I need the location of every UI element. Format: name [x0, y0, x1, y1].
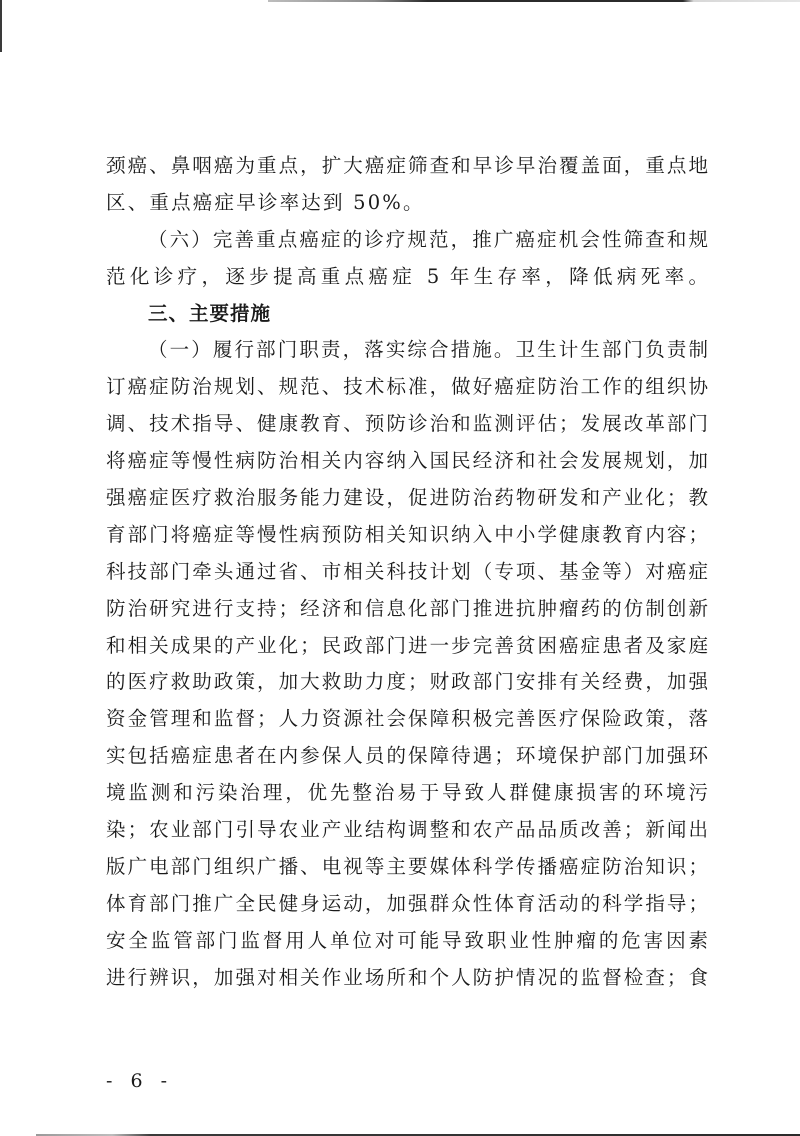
scan-edge-top [268, 0, 800, 2]
paragraph-line: 防治研究进行支持；经济和信息化部门推进抗肿瘤药的仿制创新 [106, 596, 708, 620]
paragraph-line: 区、重点癌症早诊率达到 50%。 [106, 190, 425, 214]
paragraph-line: 的医疗救助政策，加大救助力度；财政部门安排有关经费，加强 [106, 670, 708, 694]
paragraph-line: 实包括癌症患者在内参保人员的保障待遇；环境保护部门加强环 [106, 744, 708, 768]
paragraph-line: （一）履行部门职责，落实综合措施。卫生计生部门负责制 [148, 338, 708, 362]
paragraph-line: 调、技术指导、健康教育、预防诊治和监测评估；发展改革部门 [106, 412, 708, 436]
paragraph-line: 范化诊疗，逐步提高重点癌症 5 年生存率，降低病死率。 [106, 264, 708, 288]
paragraph-line: （六）完善重点癌症的诊疗规范，推广癌症机会性筛查和规 [148, 227, 708, 251]
scan-edge-left [0, 0, 2, 52]
page-number: - 6 - [106, 1070, 174, 1092]
paragraph-line: 染；农业部门引导农业产业结构调整和农产品品质改善；新闻出 [106, 818, 708, 842]
paragraph-line: 科技部门牵头通过省、市相关科技计划（专项、基金等）对癌症 [106, 559, 708, 583]
paragraph-line: 育部门将癌症等慢性病预防相关知识纳入中小学健康教育内容； [106, 522, 708, 546]
section-heading: 三、主要措施 [148, 301, 272, 325]
paragraph-line: 进行辨识，加强对相关作业场所和个人防护情况的监督检查；食 [106, 965, 708, 989]
paragraph-line: 和相关成果的产业化；民政部门进一步完善贫困癌症患者及家庭 [106, 633, 708, 657]
paragraph-line: 安全监管部门监督用人单位对可能导致职业性肿瘤的危害因素 [106, 928, 708, 952]
paragraph-line: 境监测和污染治理，优先整治易于导致人群健康损害的环境污 [106, 781, 708, 805]
paragraph-line: 版广电部门组织广播、电视等主要媒体科学传播癌症防治知识； [106, 854, 708, 878]
paragraph-line: 资金管理和监督；人力资源社会保障积极完善医疗保险政策，落 [106, 707, 708, 731]
paragraph-line: 订癌症防治规划、规范、技术标准，做好癌症防治工作的组织协 [106, 375, 708, 399]
paragraph-line: 强癌症医疗救治服务能力建设，促进防治药物研发和产业化；教 [106, 486, 708, 510]
paragraph-line: 体育部门推广全民健身运动，加强群众性体育活动的科学指导； [106, 891, 708, 915]
paragraph-line: 将癌症等慢性病防治相关内容纳入国民经济和社会发展规划，加 [106, 449, 708, 473]
paragraph-line: 颈癌、鼻咽癌为重点，扩大癌症筛查和早诊早治覆盖面，重点地 [106, 154, 708, 177]
document-body [106, 148, 708, 996]
